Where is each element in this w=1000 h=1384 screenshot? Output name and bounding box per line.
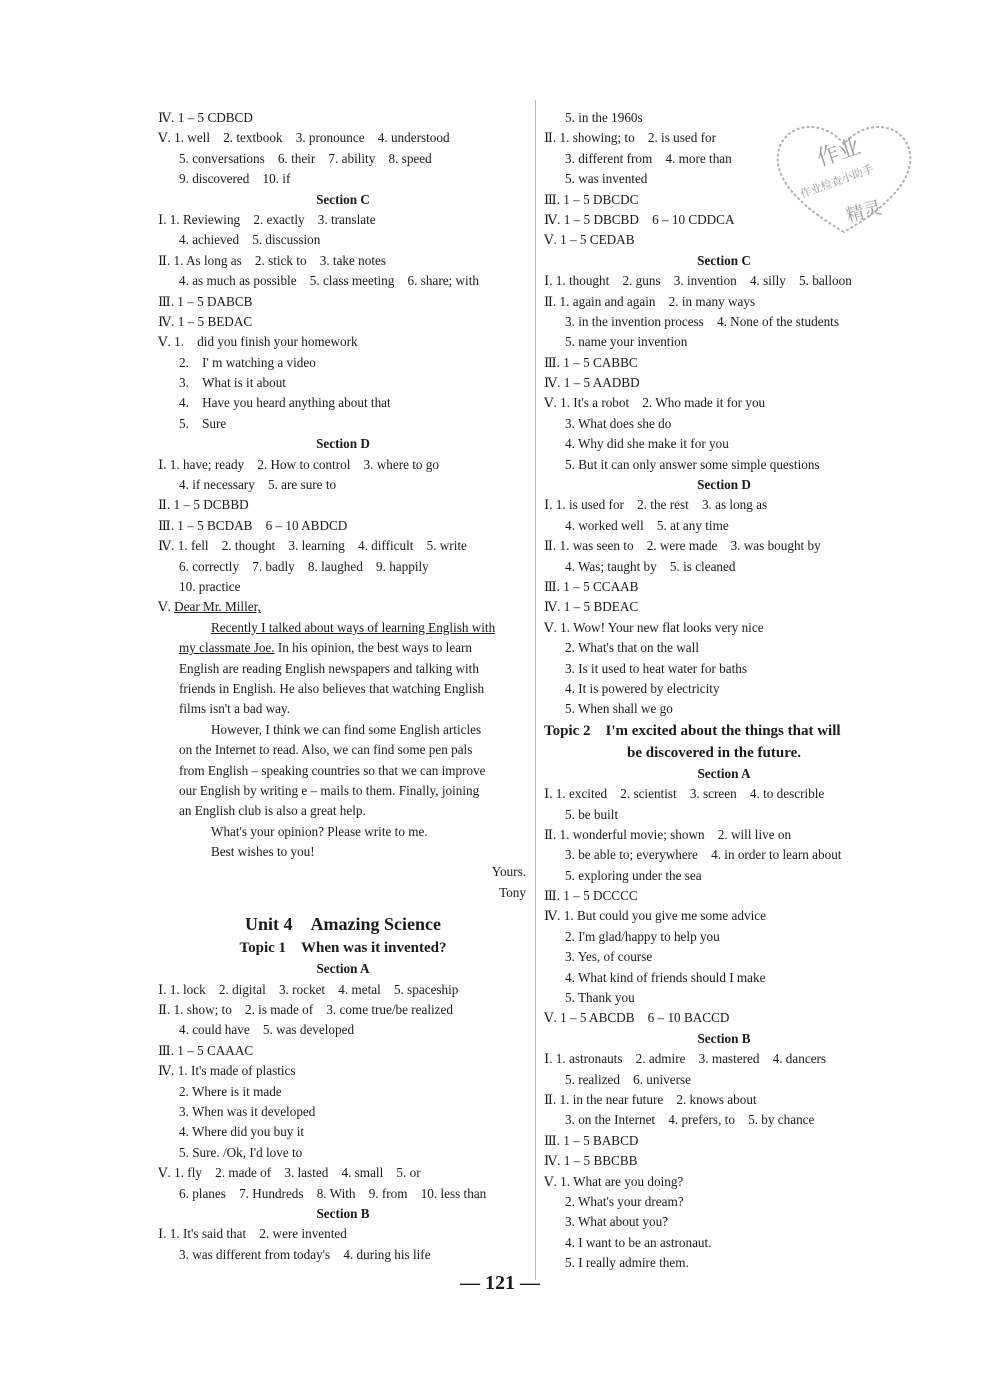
answer-line: Ⅲ. 1 – 5 BABCD — [544, 1132, 639, 1148]
topic-title-line1: Topic 2 I'm excited about the things that will — [544, 722, 841, 739]
answer-line: 6. correctly 7. badly 8. laughed 9. happily — [179, 558, 429, 574]
section-heading: Section C — [316, 191, 370, 207]
answer-line: Ⅰ. 1. have; ready 2. How to control 3. where to go — [158, 456, 439, 472]
answer-line: 5. But it can only answer some simple questions — [565, 456, 820, 472]
answer-line: Ⅲ. 1 – 5 DCCCC — [544, 888, 638, 904]
answer-line: 5. was invented — [565, 171, 648, 187]
answer-line: Ⅲ. 1 – 5 CABBC — [544, 354, 638, 370]
answer-line: 5. conversations 6. their 7. ability 8. speed — [179, 150, 432, 166]
answer-line: 3. different from 4. more than — [565, 150, 732, 166]
answer-line: Ⅱ. 1. in the near future 2. knows about — [544, 1091, 757, 1107]
answer-line: Ⅱ. 1. again and again 2. in many ways — [544, 293, 756, 309]
answer-line: Ⅳ. 1 – 5 BDEAC — [544, 599, 639, 615]
answer-line: 4. worked well 5. at any time — [565, 517, 729, 533]
letter-line — [158, 638, 528, 658]
answer-line: 5. I really admire them. — [565, 1255, 689, 1271]
answer-line: Ⅴ. 1. well 2. textbook 3. pronounce 4. understood — [158, 130, 450, 146]
answer-line: Ⅲ. 1 – 5 CCAAB — [544, 578, 639, 594]
answer-line: 3. Yes, of course — [565, 949, 653, 965]
answer-line: Ⅰ. 1. thought 2. guns 3. invention 4. silly 5. balloon — [544, 273, 852, 289]
answer-line: Ⅰ. 1. Reviewing 2. exactly 3. translate — [158, 211, 376, 227]
answer-line: Ⅴ. 1 – 5 ABCDB 6 – 10 BACCD — [544, 1010, 730, 1026]
letter-text: In his opinion, the best ways to learn — [274, 640, 473, 656]
letter-salutation: Dear Mr. Miller, — [174, 599, 261, 615]
page-number: — 121 — — [460, 1272, 540, 1294]
answer-line: 4. Was; taught by 5. is cleaned — [565, 558, 736, 574]
section-heading: Section D — [316, 436, 370, 452]
answer-line: Ⅱ. 1. wonderful movie; shown 2. will live on — [544, 826, 792, 842]
answer-line: 5. in the 1960s — [565, 110, 643, 125]
answer-line: 5. be built — [565, 806, 619, 822]
letter-line: films isn't a bad way. — [179, 701, 291, 717]
answer-line: Ⅴ. 1. What are you doing? — [544, 1173, 684, 1189]
section-heading: Section A — [316, 961, 370, 977]
answer-line: 4. achieved 5. discussion — [179, 232, 321, 248]
answer-line: 3. What is it about — [179, 375, 286, 391]
answer-line: Ⅳ. 1 – 5 AADBD — [544, 375, 640, 391]
letter-line: English are reading English newspapers and talking with — [179, 660, 479, 676]
answer-line: 4. It is powered by electricity — [565, 680, 720, 696]
answer-line: 5. realized 6. universe — [565, 1071, 691, 1087]
answer-line: 3. What about you? — [565, 1214, 669, 1230]
letter-closing: Yours. — [491, 864, 526, 880]
answer-line: 2. I'm glad/happy to help you — [565, 928, 720, 944]
letter-line: our English by writing e – mails to them. Finally, joining — [179, 782, 480, 798]
left-column — [158, 108, 528, 1265]
unit-title: Unit 4 Amazing Science — [245, 914, 441, 935]
answer-line: Ⅲ. 1 – 5 DABCB — [158, 293, 253, 309]
answer-line: Ⅰ. 1. lock 2. digital 3. rocket 4. metal 5. spaceship — [158, 981, 459, 997]
letter-line: Best wishes to you! — [211, 844, 315, 860]
answer-line: 3. When was it developed — [179, 1103, 316, 1119]
stamp-top-text: 作业 — [814, 134, 864, 172]
answer-line: 6. planes 7. Hundreds 8. With 9. from 10. less than — [179, 1185, 487, 1201]
answer-line: Ⅳ. 1 – 5 BEDAC — [158, 313, 253, 329]
letter-salutation-line — [158, 597, 528, 617]
answer-line: Ⅴ. 1. It's a robot 2. Who made it for you — [544, 395, 766, 411]
answer-line: Ⅰ. 1. excited 2. scientist 3. screen 4. to describle — [544, 786, 825, 802]
letter-line: an English club is also a great help. — [179, 803, 366, 819]
answer-line: 4. if necessary 5. are sure to — [179, 477, 337, 493]
answer-line: Ⅰ. 1. It's said that 2. were invented — [158, 1226, 347, 1242]
answer-line: 4. What kind of friends should I make — [565, 969, 766, 985]
topic-title-line2: be discovered in the future. — [627, 744, 802, 761]
answer-line: Ⅴ. 1. fly 2. made of 3. lasted 4. small 5. or — [158, 1165, 421, 1181]
section-heading: Section B — [316, 1205, 370, 1221]
answer-line: 3. be able to; everywhere 4. in order to learn about — [565, 847, 842, 863]
topic-title: Topic 1 When was it invented? — [239, 940, 447, 957]
answer-line: 2. What's that on the wall — [565, 640, 699, 656]
column-divider — [535, 100, 536, 1280]
answer-line: Ⅱ. 1. showing; to 2. is used for — [544, 130, 716, 146]
answer-line: Ⅳ. 1 – 5 DBCBD 6 – 10 CDDCA — [544, 211, 735, 227]
watermark-stamp — [762, 110, 927, 240]
letter-line: on the Internet to read. Also, we can find some pen pals — [179, 742, 473, 758]
answer-line: 2. What's your dream? — [565, 1193, 684, 1209]
answer-line: Ⅱ. 1 – 5 DCBBD — [158, 497, 249, 513]
answer-line: 3. was different from today's 4. during his life — [179, 1246, 431, 1262]
answer-line: 3. on the Internet 4. prefers, to 5. by chance — [565, 1112, 815, 1128]
section-heading: Section C — [697, 252, 751, 268]
answer-line: 5. exploring under the sea — [565, 867, 702, 883]
answer-line: 3. in the invention process 4. None of the students — [565, 313, 839, 329]
answer-line: 5. Sure. /Ok, I'd love to — [179, 1144, 303, 1160]
stamp-bottom-text: 精灵 — [843, 197, 885, 227]
letter-signature: Tony — [499, 884, 526, 900]
answer-line: 4. as much as possible 5. class meeting 6. share; with — [179, 273, 479, 289]
answer-line: Ⅲ. 1 – 5 CAAAC — [158, 1042, 254, 1058]
section-heading: Section B — [697, 1030, 751, 1046]
answer-line: Ⅳ. 1. fell 2. thought 3. learning 4. difficult 5. write — [158, 538, 467, 554]
letter-line: from English – speaking countries so that we can improve — [179, 762, 486, 778]
answer-line: Ⅱ. 1. As long as 2. stick to 3. take notes — [158, 252, 387, 268]
answer-line: Ⅳ. 1 – 5 BBCBB — [544, 1153, 638, 1169]
answer-line: Ⅴ. 1. did you finish your homework — [158, 334, 358, 350]
letter-line: What's your opinion? Please write to me. — [211, 823, 428, 839]
answer-line: Ⅱ. 1. was seen to 2. were made 3. was bought by — [544, 538, 821, 554]
answer-line: Ⅰ. 1. astronauts 2. admire 3. mastered 4. dancers — [544, 1051, 827, 1067]
answer-line: 4. Have you heard anything about that — [179, 395, 391, 411]
answer-line: Ⅴ. 1. Wow! Your new flat looks very nice — [544, 619, 764, 635]
answer-line: 5. Thank you — [565, 990, 635, 1006]
letter-underlined-text: my classmate Joe. — [179, 640, 275, 656]
answer-line: Ⅳ. 1. But could you give me some advice — [544, 908, 766, 924]
answer-line: 4. Why did she make it for you — [565, 436, 729, 452]
answer-line: 5. When shall we go — [565, 701, 673, 717]
answer-line: Ⅳ. 1 – 5 CDBCD — [158, 110, 253, 125]
answer-line: Ⅱ. 1. show; to 2. is made of 3. come true/be realized — [158, 1002, 453, 1018]
answer-line: 5. Sure — [179, 415, 227, 431]
right-column — [544, 108, 904, 1273]
letter-line: Recently I talked about ways of learning English with — [211, 619, 496, 635]
answer-line: 2. I' m watching a video — [179, 354, 316, 370]
answer-line: 3. Is it used to heat water for baths — [565, 660, 748, 676]
answer-line: 4. could have 5. was developed — [179, 1022, 355, 1038]
answer-line: Ⅲ. 1 – 5 DBCDC — [544, 191, 639, 207]
section-heading: Section D — [697, 477, 751, 493]
page-number-value: 121 — [485, 1272, 515, 1294]
answer-line: Ⅳ. 1. It's made of plastics — [158, 1063, 296, 1079]
answer-line: Ⅲ. 1 – 5 BCDAB 6 – 10 ABDCD — [158, 517, 348, 533]
answer-line: Ⅴ. 1 – 5 CEDAB — [544, 232, 635, 248]
answer-line: 9. discovered 10. if — [179, 171, 291, 187]
stamp-arc-text: 作业检查小助手 — [798, 162, 876, 201]
answer-line: Ⅰ. 1. is used for 2. the rest 3. as long as — [544, 497, 768, 513]
letter-line: friends in English. He also believes that watching English — [179, 680, 485, 696]
answer-line: 5. name your invention — [565, 334, 688, 350]
section-label: Ⅴ. — [158, 599, 171, 615]
answer-line: 3. What does she do — [565, 415, 672, 431]
answer-line: 10. practice — [179, 578, 241, 594]
answer-line: 4. I want to be an astronaut. — [565, 1234, 712, 1250]
answer-line: 4. Where did you buy it — [179, 1124, 305, 1140]
section-heading: Section A — [697, 765, 751, 781]
letter-line: However, I think we can find some English articles — [211, 721, 482, 737]
answer-line: 2. Where is it made — [179, 1083, 282, 1099]
